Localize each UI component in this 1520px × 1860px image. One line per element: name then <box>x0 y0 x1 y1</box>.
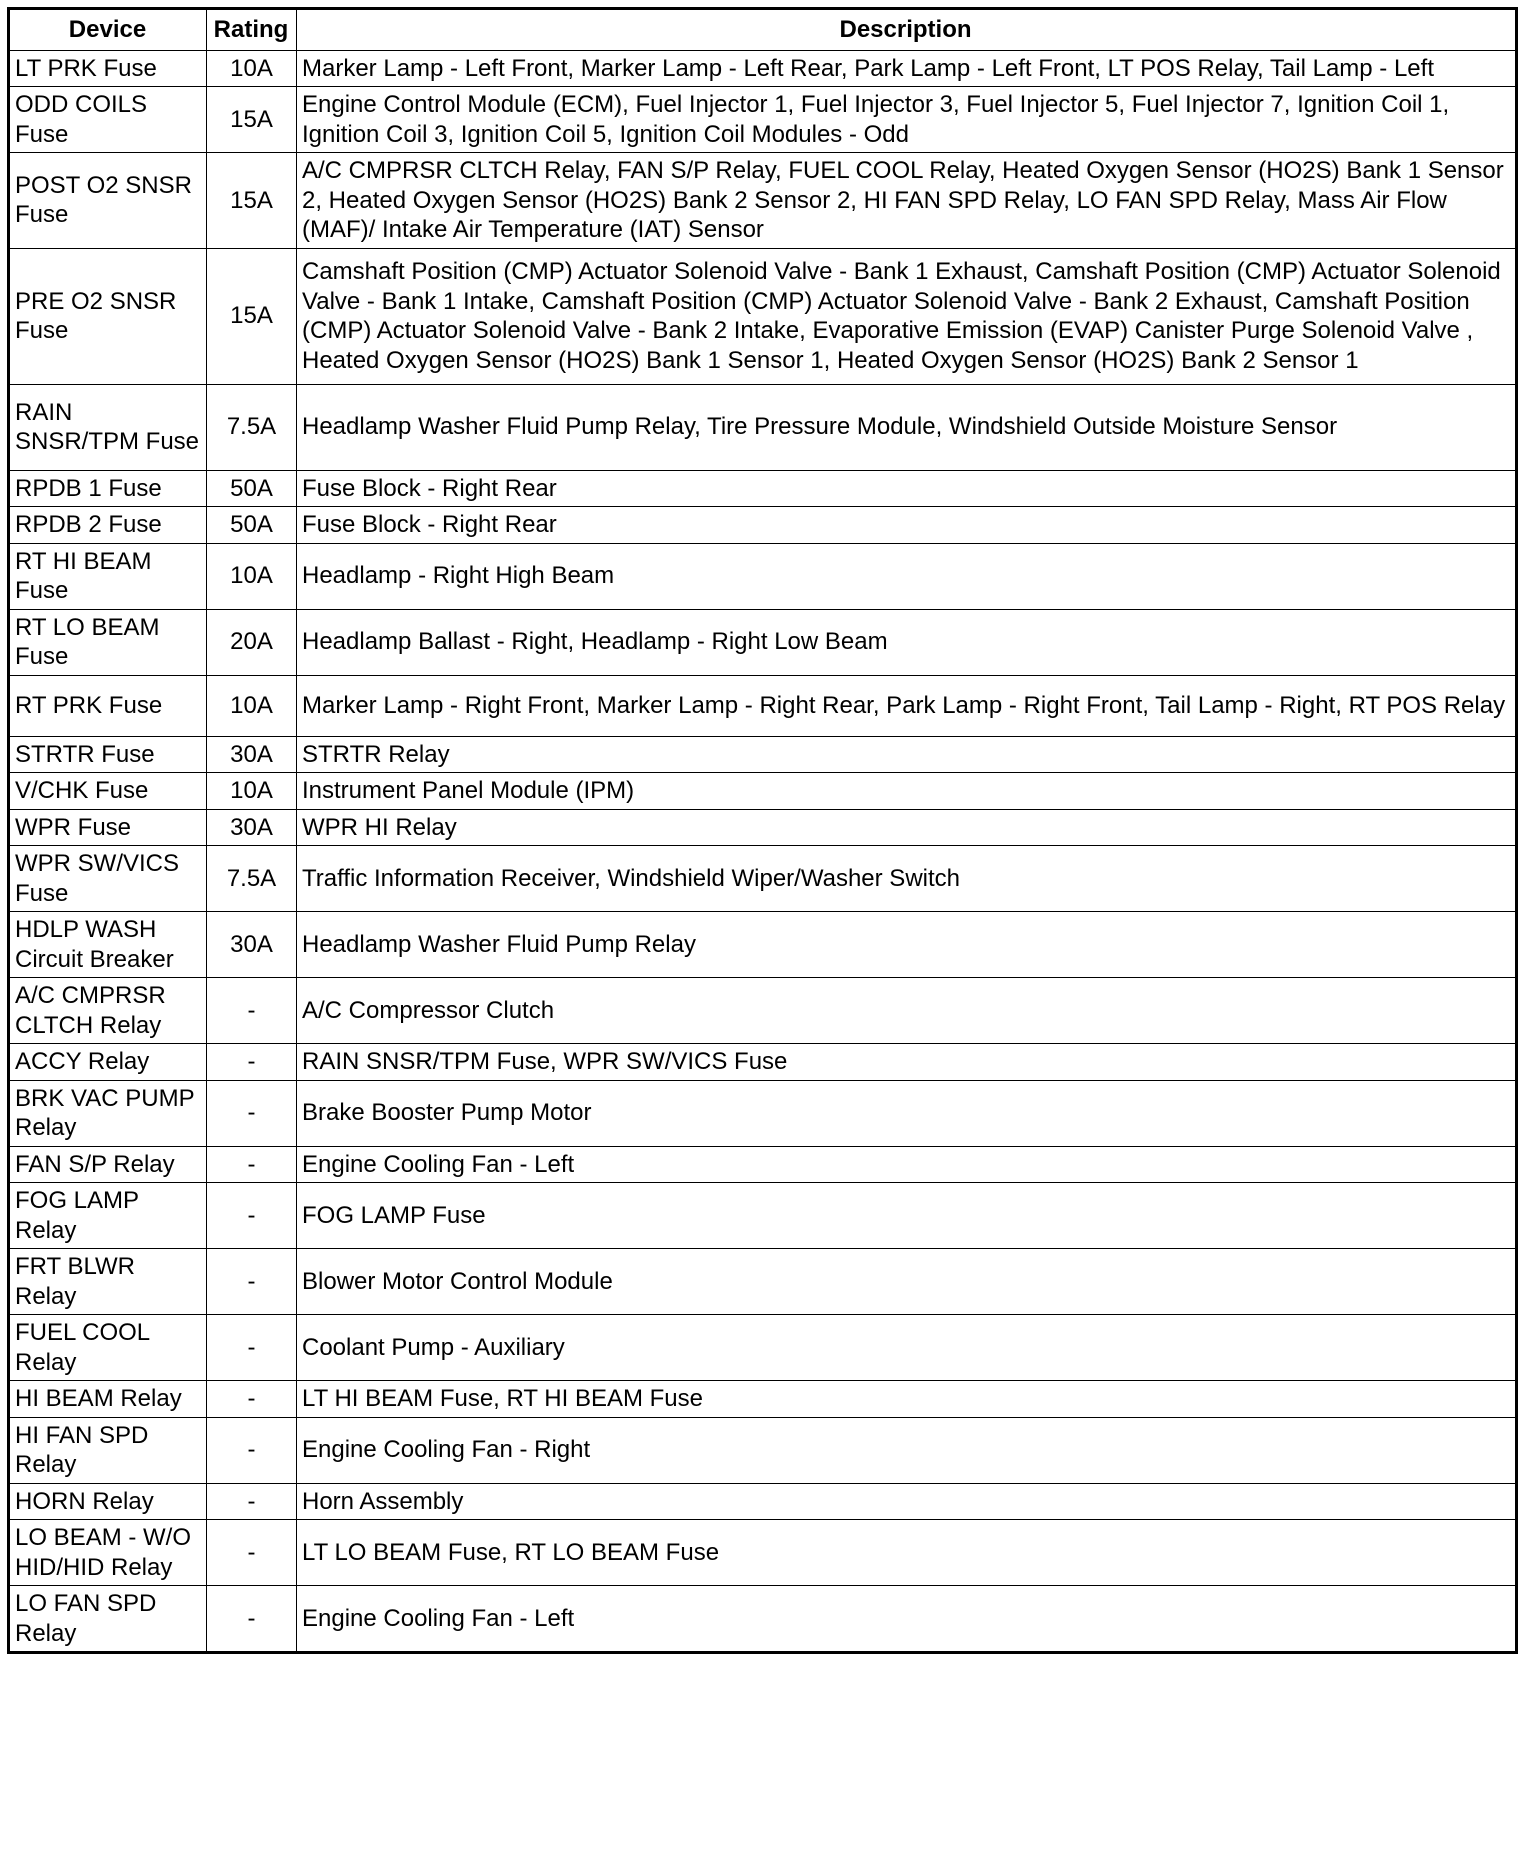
device-cell: A/C CMPRSR CLTCH Relay <box>9 978 207 1044</box>
fuse-table <box>7 7 1518 1654</box>
table-row <box>9 543 1517 609</box>
description-cell: Headlamp Ballast - Right, Headlamp - Right Low Beam <box>297 609 1517 675</box>
rating-cell: - <box>207 1520 297 1586</box>
table-row <box>9 1315 1517 1381</box>
device-cell: HI FAN SPD Relay <box>9 1417 207 1483</box>
description-cell: LT LO BEAM Fuse, RT LO BEAM Fuse <box>297 1520 1517 1586</box>
table-row <box>9 675 1517 736</box>
table-row <box>9 470 1517 507</box>
table-row <box>9 736 1517 773</box>
description-cell: Camshaft Position (CMP) Actuator Solenoid Valve - Bank 1 Exhaust, Camshaft Position (CMP) Actuator Solenoid Valve - Bank 1 Intake, Camshaft Position (CMP) Actuator Solenoid Valve - Bank 2 Exhaust, Camshaft Position (CMP) Actuator Solenoid Valve - Bank 2 Intake, Evaporative Emission (EVAP) Canister Purge Solenoid Valve , Heated Oxygen Sensor (HO2S) Bank 1 Sensor 1, Heated Oxygen Sensor (HO2S) Bank 2 Sensor 1 <box>297 248 1517 384</box>
table-row <box>9 1183 1517 1249</box>
rating-cell: 20A <box>207 609 297 675</box>
description-cell: Blower Motor Control Module <box>297 1249 1517 1315</box>
rating-cell: - <box>207 1483 297 1520</box>
device-cell: V/CHK Fuse <box>9 773 207 810</box>
device-cell: HDLP WASH Circuit Breaker <box>9 912 207 978</box>
table-row <box>9 846 1517 912</box>
table-row <box>9 87 1517 153</box>
rating-cell: - <box>207 1080 297 1146</box>
description-cell: Fuse Block - Right Rear <box>297 507 1517 544</box>
rating-cell: 30A <box>207 736 297 773</box>
column-header-device: Device <box>9 9 207 51</box>
device-cell: STRTR Fuse <box>9 736 207 773</box>
description-cell: FOG LAMP Fuse <box>297 1183 1517 1249</box>
description-cell: Engine Control Module (ECM), Fuel Injector 1, Fuel Injector 3, Fuel Injector 5, Fuel Injector 7, Ignition Coil 1, Ignition Coil 3, Ignition Coil 5, Ignition Coil Modules - Odd <box>297 87 1517 153</box>
device-cell: FRT BLWR Relay <box>9 1249 207 1315</box>
table-row <box>9 248 1517 384</box>
description-cell: Horn Assembly <box>297 1483 1517 1520</box>
table-row <box>9 1146 1517 1183</box>
description-cell: RAIN SNSR/TPM Fuse, WPR SW/VICS Fuse <box>297 1044 1517 1081</box>
column-header-description: Description <box>297 9 1517 51</box>
description-cell: Fuse Block - Right Rear <box>297 470 1517 507</box>
rating-cell: 30A <box>207 912 297 978</box>
rating-cell: 10A <box>207 773 297 810</box>
device-cell: WPR SW/VICS Fuse <box>9 846 207 912</box>
device-cell: RPDB 1 Fuse <box>9 470 207 507</box>
table-row <box>9 1586 1517 1653</box>
description-cell: Brake Booster Pump Motor <box>297 1080 1517 1146</box>
rating-cell: 15A <box>207 153 297 249</box>
device-cell: PRE O2 SNSR Fuse <box>9 248 207 384</box>
rating-cell: 10A <box>207 675 297 736</box>
description-cell: Marker Lamp - Right Front, Marker Lamp - Right Rear, Park Lamp - Right Front, Tail Lamp - Right, RT POS Relay <box>297 675 1517 736</box>
device-cell: BRK VAC PUMP Relay <box>9 1080 207 1146</box>
description-cell: Instrument Panel Module (IPM) <box>297 773 1517 810</box>
description-cell: Marker Lamp - Left Front, Marker Lamp - Left Rear, Park Lamp - Left Front, LT POS Relay, Tail Lamp - Left <box>297 50 1517 87</box>
device-cell: FOG LAMP Relay <box>9 1183 207 1249</box>
table-row <box>9 1044 1517 1081</box>
device-cell: HI BEAM Relay <box>9 1381 207 1418</box>
device-cell: LO FAN SPD Relay <box>9 1586 207 1653</box>
description-cell: Engine Cooling Fan - Left <box>297 1146 1517 1183</box>
description-cell: STRTR Relay <box>297 736 1517 773</box>
table-row <box>9 507 1517 544</box>
rating-cell: 30A <box>207 809 297 846</box>
rating-cell: - <box>207 1249 297 1315</box>
rating-cell: - <box>207 1417 297 1483</box>
description-cell: Headlamp - Right High Beam <box>297 543 1517 609</box>
rating-cell: - <box>207 1381 297 1418</box>
table-row <box>9 1080 1517 1146</box>
rating-cell: 15A <box>207 87 297 153</box>
device-cell: HORN Relay <box>9 1483 207 1520</box>
rating-cell: 15A <box>207 248 297 384</box>
table-row <box>9 384 1517 470</box>
rating-cell: 50A <box>207 507 297 544</box>
rating-cell: 7.5A <box>207 384 297 470</box>
device-cell: WPR Fuse <box>9 809 207 846</box>
rating-cell: 50A <box>207 470 297 507</box>
description-cell: A/C CMPRSR CLTCH Relay, FAN S/P Relay, FUEL COOL Relay, Heated Oxygen Sensor (HO2S) Bank 1 Sensor 2, Heated Oxygen Sensor (HO2S) Bank 2 Sensor 2, HI FAN SPD Relay, LO FAN SPD Relay, Mass Air Flow (MAF)/ Intake Air Temperature (IAT) Sensor <box>297 153 1517 249</box>
device-cell: RT HI BEAM Fuse <box>9 543 207 609</box>
table-row <box>9 1483 1517 1520</box>
description-cell: Engine Cooling Fan - Right <box>297 1417 1517 1483</box>
column-header-rating: Rating <box>207 9 297 51</box>
rating-cell: - <box>207 978 297 1044</box>
device-cell: RT LO BEAM Fuse <box>9 609 207 675</box>
rating-cell: - <box>207 1044 297 1081</box>
description-cell: Coolant Pump - Auxiliary <box>297 1315 1517 1381</box>
rating-cell: 7.5A <box>207 846 297 912</box>
table-row <box>9 773 1517 810</box>
rating-cell: - <box>207 1183 297 1249</box>
table-row <box>9 809 1517 846</box>
rating-cell: 10A <box>207 50 297 87</box>
table-body <box>9 50 1517 1653</box>
device-cell: FUEL COOL Relay <box>9 1315 207 1381</box>
description-cell: A/C Compressor Clutch <box>297 978 1517 1044</box>
table-header-row <box>9 9 1517 51</box>
table-row <box>9 912 1517 978</box>
device-cell: ACCY Relay <box>9 1044 207 1081</box>
table-row <box>9 1381 1517 1418</box>
description-cell: LT HI BEAM Fuse, RT HI BEAM Fuse <box>297 1381 1517 1418</box>
device-cell: RAIN SNSR/TPM Fuse <box>9 384 207 470</box>
description-cell: WPR HI Relay <box>297 809 1517 846</box>
table-row <box>9 1520 1517 1586</box>
rating-cell: - <box>207 1315 297 1381</box>
device-cell: LO BEAM - W/O HID/HID Relay <box>9 1520 207 1586</box>
device-cell: LT PRK Fuse <box>9 50 207 87</box>
device-cell: FAN S/P Relay <box>9 1146 207 1183</box>
description-cell: Traffic Information Receiver, Windshield Wiper/Washer Switch <box>297 846 1517 912</box>
table-row <box>9 609 1517 675</box>
rating-cell: - <box>207 1586 297 1653</box>
table-row <box>9 1417 1517 1483</box>
table-row <box>9 1249 1517 1315</box>
device-cell: ODD COILS Fuse <box>9 87 207 153</box>
description-cell: Headlamp Washer Fluid Pump Relay, Tire Pressure Module, Windshield Outside Moisture Sensor <box>297 384 1517 470</box>
table-row <box>9 978 1517 1044</box>
rating-cell: 10A <box>207 543 297 609</box>
table-row <box>9 153 1517 249</box>
table-row <box>9 50 1517 87</box>
description-cell: Headlamp Washer Fluid Pump Relay <box>297 912 1517 978</box>
device-cell: RT PRK Fuse <box>9 675 207 736</box>
description-cell: Engine Cooling Fan - Left <box>297 1586 1517 1653</box>
device-cell: RPDB 2 Fuse <box>9 507 207 544</box>
rating-cell: - <box>207 1146 297 1183</box>
device-cell: POST O2 SNSR Fuse <box>9 153 207 249</box>
